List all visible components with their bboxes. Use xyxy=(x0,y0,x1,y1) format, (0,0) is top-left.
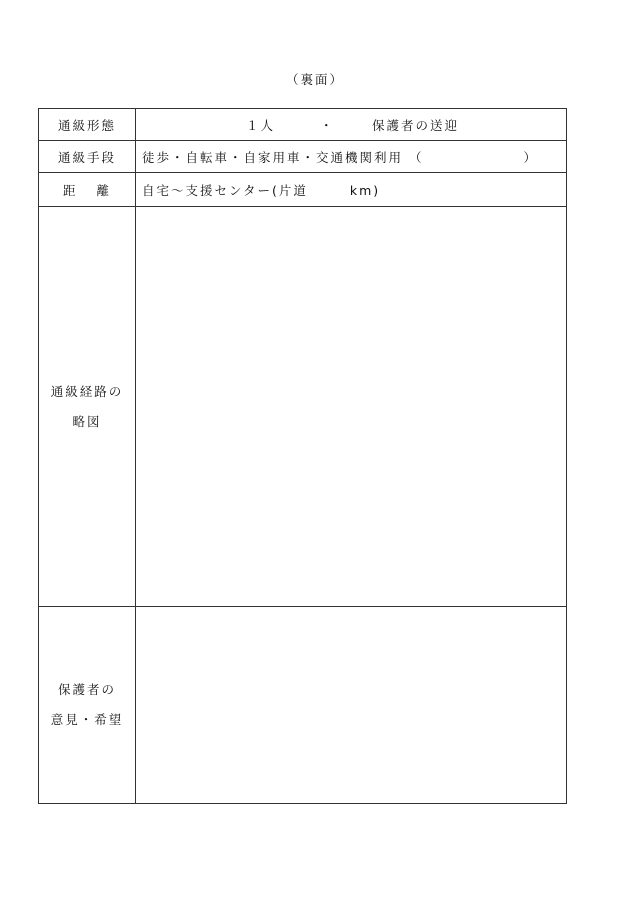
commute-means-label: 通級手段 xyxy=(39,141,136,173)
distance-label-char-2: 離 xyxy=(96,182,111,198)
commute-form-table xyxy=(38,108,567,804)
distance-field[interactable] xyxy=(136,173,567,207)
row-distance xyxy=(39,173,567,207)
distance-label xyxy=(39,173,136,207)
commute-mode-separator: ・ xyxy=(320,117,335,133)
distance-label-char-1: 距 xyxy=(63,182,78,198)
guardian-opinion-area[interactable] xyxy=(136,607,567,804)
commute-mode-field[interactable] xyxy=(136,109,567,141)
guardian-opinion-label-line-2: 意見・希望 xyxy=(50,712,124,727)
route-map-label-line-1: 通級経路の xyxy=(50,383,124,399)
route-map-label-line-2: 略図 xyxy=(72,413,102,429)
commute-mode-option-alone[interactable]: １人 xyxy=(246,117,276,133)
commute-means-field[interactable] xyxy=(136,141,567,173)
distance-text: 自宅～支援センター(片道 xyxy=(142,182,308,198)
commute-mode-label: 通級形態 xyxy=(39,109,136,141)
row-route-map xyxy=(39,207,567,607)
commute-means-paren-open: （ xyxy=(409,149,424,165)
route-map-label xyxy=(39,207,136,607)
distance-unit: km) xyxy=(349,182,381,198)
guardian-opinion-label xyxy=(39,607,136,804)
commute-means-paren-close: ） xyxy=(523,149,539,165)
guardian-opinion-label-line-1: 保護者の xyxy=(57,682,116,697)
row-guardian-opinion xyxy=(39,607,567,804)
commute-mode-option-guardian[interactable]: 保護者の送迎 xyxy=(372,117,460,133)
route-map-area[interactable] xyxy=(136,207,567,607)
row-commute-means xyxy=(39,141,567,173)
row-commute-mode xyxy=(39,109,567,141)
page-title: （裏面） xyxy=(285,72,344,87)
commute-means-options: 徒歩・自転車・自家用車・交通機関利用 xyxy=(142,149,404,165)
